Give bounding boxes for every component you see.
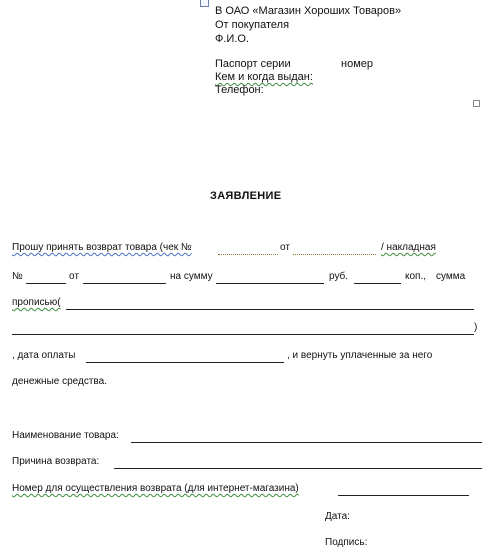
from-line: От покупателя: [215, 19, 290, 31]
signature-label: Подпись:: [325, 537, 368, 548]
product-name-field[interactable]: [131, 442, 482, 443]
phone-label: Телефон:: [215, 84, 264, 96]
return-reason-label: Причина возврата:: [12, 456, 100, 467]
payment-date-field[interactable]: [86, 362, 284, 363]
return-number-field[interactable]: [338, 495, 469, 496]
waybill-label: / накладная: [381, 242, 436, 253]
receipt-number-field[interactable]: [218, 254, 278, 255]
resize-handle-icon: [473, 100, 480, 107]
kop-label: коп.,: [405, 271, 427, 282]
payment-date-label: , дата оплаты: [12, 350, 76, 361]
anchor-icon: [200, 0, 209, 7]
waybill-number-label: №: [12, 271, 23, 282]
sum-field[interactable]: [216, 283, 324, 284]
return-reason-field[interactable]: [114, 468, 482, 469]
sum-words-label: сумма: [436, 271, 466, 282]
passport-number-label: номер: [341, 58, 373, 70]
in-words-label: прописью(: [12, 297, 61, 308]
waybill-date-field[interactable]: [83, 283, 166, 284]
receipt-date-field[interactable]: [293, 254, 376, 255]
issued-by-label: Кем и когда выдан:: [215, 71, 313, 83]
recipient-line: В ОАО «Магазин Хороших Товаров»: [215, 5, 402, 17]
rub-label: руб.: [329, 271, 349, 282]
waybill-from-label: от: [69, 271, 79, 282]
refund-text: , и вернуть уплаченные за него: [287, 350, 433, 361]
return-number-label: Номер для осуществления возврата (для интернет-магазина): [12, 483, 299, 494]
close-paren: ): [474, 322, 478, 333]
funds-text: денежные средства.: [12, 376, 107, 387]
receipt-from-label: от: [280, 242, 290, 253]
product-name-label: Наименование товара:: [12, 430, 119, 441]
fio-line: Ф.И.О.: [215, 33, 249, 45]
sum-label: на сумму: [170, 271, 213, 282]
waybill-number-field[interactable]: [26, 283, 66, 284]
sum-words-field[interactable]: [66, 309, 474, 310]
request-text: Прошу принять возврат товара (чек №: [12, 242, 192, 253]
sum-words-field-2[interactable]: [12, 334, 474, 335]
kop-field[interactable]: [354, 283, 401, 284]
page-title: ЗАЯВЛЕНИЕ: [210, 190, 282, 202]
date-label: Дата:: [325, 511, 350, 522]
passport-series-label: Паспорт серии: [215, 58, 291, 70]
